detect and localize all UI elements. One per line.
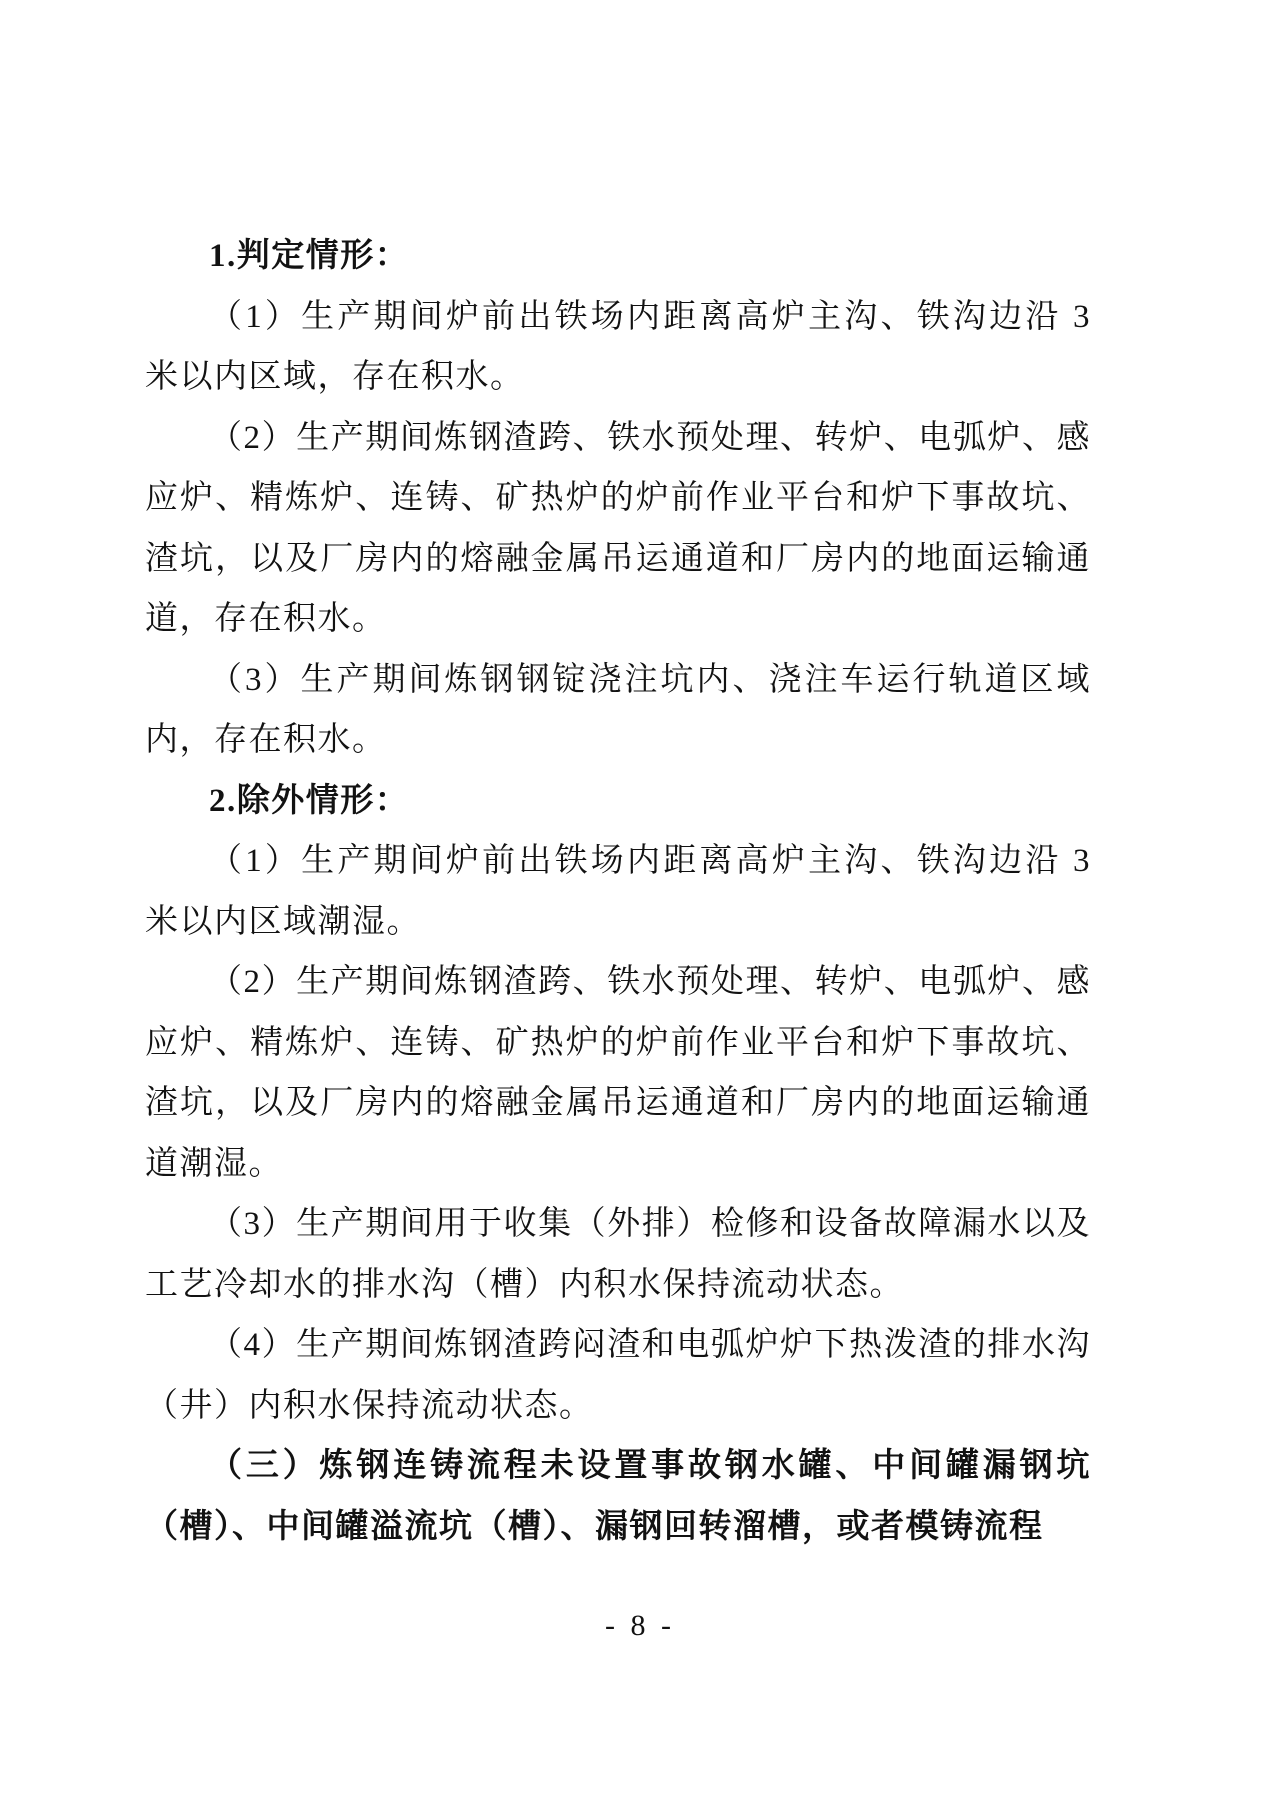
paragraph-judgment-3: （3）生产期间炼钢钢锭浇注坑内、浇注车运行轨道区域内，存在积水。 <box>145 661 1091 758</box>
paragraph-judgment-2: （2）生产期间炼钢渣跨、铁水预处理、转炉、电弧炉、感应炉、精炼炉、连铸、矿热炉的炉前作业平台和炉下事故坑、渣坑，以及厂房内的熔融金属吊运通道和厂房内的地面运输通道，存在积水。 <box>145 419 1091 637</box>
page-number: - 8 - <box>605 1609 675 1642</box>
paragraph-exception-4: （4）生产期间炼钢渣跨闷渣和电弧炉炉下热泼渣的排水沟（井）内积水保持流动状态。 <box>145 1327 1091 1424</box>
paragraph-exception-1: （1）生产期间炉前出铁场内距离高炉主沟、铁沟边沿 3 米以内区域潮湿。 <box>145 843 1091 940</box>
paragraph-exception-2: （2）生产期间炼钢渣跨、铁水预处理、转炉、电弧炉、感应炉、精炼炉、连铸、矿热炉的炉前作业平台和炉下事故坑、渣坑，以及厂房内的熔融金属吊运通道和厂房内的地面运输通道潮湿。 <box>145 964 1091 1182</box>
paragraph-item-three-bold: （三）炼钢连铸流程未设置事故钢水罐、中间罐漏钢坑（槽）、中间罐溢流坑（槽）、漏钢回转溜槽，或者模铸流程 <box>145 1448 1091 1545</box>
document-body <box>145 226 1091 1557</box>
section-heading-judgment: 1.判定情形： <box>209 238 410 274</box>
paragraph-judgment-1: （1）生产期间炉前出铁场内距离高炉主沟、铁沟边沿 3 米以内区域，存在积水。 <box>145 298 1091 395</box>
section-heading-exceptions: 2.除外情形： <box>209 782 410 819</box>
page-footer <box>0 1604 1280 1648</box>
paragraph-exception-3: （3）生产期间用于收集（外排）检修和设备故障漏水以及工艺冷却水的排水沟（槽）内积水保持流动状态。 <box>145 1206 1091 1303</box>
